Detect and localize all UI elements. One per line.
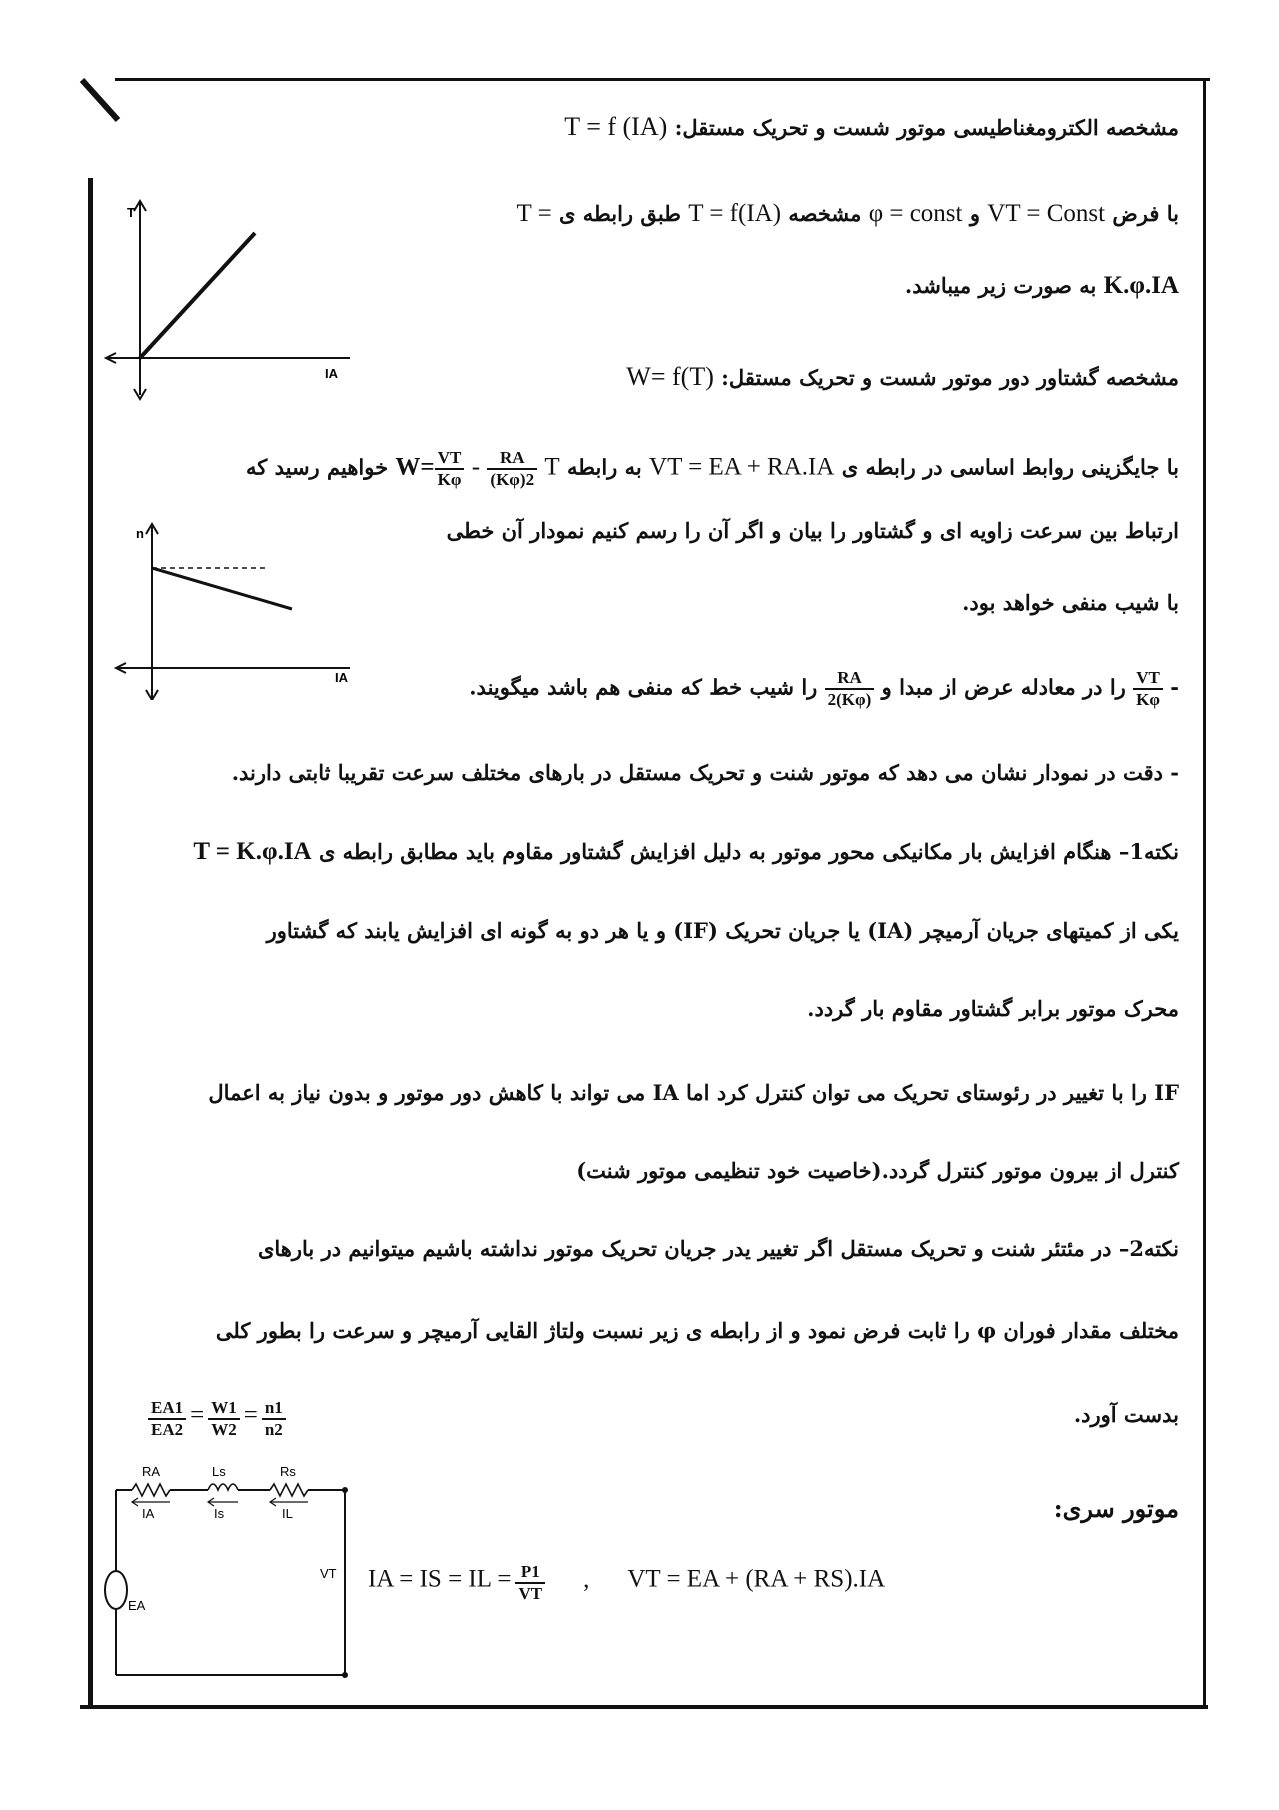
speed-current-graph [110, 520, 370, 700]
speed-line [152, 568, 292, 609]
label-ls: Ls [212, 1464, 226, 1479]
label-il: IL [282, 1506, 293, 1521]
resistor-rs [270, 1484, 308, 1496]
line-armature-current: یکی از کمیتهای جریان آرمیچر (IA) یا جریان تحریک (IF) و یا هر دو به گونه ای افزایش یابند که گشتاور [266, 918, 1179, 943]
line-obtain: بدست آورد. [1073, 1402, 1179, 1427]
heading-speed-torque: مشخصه گشتاور دور موتور شست و تحریک مستقل: W= f(T) [626, 362, 1179, 391]
page-frame-left [88, 178, 93, 1708]
line-negative-slope: با شیب منفی خواهد بود. [962, 590, 1179, 615]
y-axis-label-2: n [136, 526, 144, 541]
corner-mark [78, 78, 138, 128]
note-2: نکته2– در مئتئر شنت و تحریک مستقل اگر تغییر یدر جریان تحریک موتور نداشته باشیم میتوانیم در بارهای [257, 1236, 1179, 1261]
line-constant-speed: - دقت در نمودار نشان می دهد که موتور شنت و تحریک مستقل در بارهای مختلف سرعت تقریبا ثابتی دارند. [231, 760, 1179, 785]
label-vt: VT [320, 1566, 337, 1581]
line-intercept-slope: - $\frac{VT}{K\varphi}$ را در معادله عرض از مبدا و $\frac{RA}{(K\varphi)2}$ را شیب خط که منفی هم باشد میگویند. [469, 668, 1179, 709]
fraction-p1-vt: $\frac{P1}{VT}$ [515, 1562, 545, 1604]
torque-line [140, 233, 255, 358]
x-axis-label: IA [325, 366, 338, 381]
fraction-ra-kphi2: $\frac{RA}{(K\varphi)2}$ [487, 448, 537, 490]
x-axis-label-2: IA [335, 670, 348, 685]
inductor-ls [208, 1484, 238, 1490]
label-rs: Rs [280, 1464, 296, 1479]
page-frame-top [115, 78, 1210, 81]
line-self-regulation: کنترل از بیرون موتور کنترل گردد.(خاصیت خود تنظیمی موتور شنت) [576, 1158, 1179, 1183]
fraction-ra-kphi2-2: $\frac{RA}{(K\varphi)2}$ [825, 668, 875, 710]
y-axis-label: T [127, 205, 135, 220]
series-motor-heading: موتور سری: [1053, 1494, 1179, 1523]
page-frame-right [1203, 78, 1206, 1708]
line-field-rheostat: IF را با تغییر در رئوستای تحریک می توان کنترل کرد اما IA می تواند با کاهش دور موتور و بدون نیاز به اعمال [208, 1080, 1179, 1105]
armature-ea [105, 1571, 127, 1609]
note-1: نکته1– هنگام افزایش بار مکانیکی محور موتور به دلیل افزایش گشتاور مقاوم باید مطابق رابطه ی T = K.φ.IA [193, 838, 1179, 865]
line-load-torque: محرک موتور برابر گشتاور مقاوم بار گردد. [807, 996, 1179, 1021]
fraction-vt-kphi-2: $\frac{VT}{K\varphi}$ [1133, 668, 1163, 710]
label-is: Is [214, 1506, 225, 1521]
ratio-formula: $\frac{EA1}{EA2}$ = $\frac{W1}{W2}$ = $\frac{n1}{n2}$ [148, 1398, 286, 1440]
heading-torque-characteristic: مشخصه الکترومغناطیسی موتور شست و تحریک مستقل: T = f (IA) [564, 112, 1179, 141]
line-relation: ارتباط بین سرعت زاویه ای و گشتاور را بیان و اگر آن را رسم کنیم نمودار آن خطی [446, 518, 1179, 543]
label-ea: EA [128, 1598, 146, 1613]
page-frame-bottom [80, 1705, 1208, 1709]
series-motor-formula: IA = IS = IL = $\frac{P1}{VT}$ , VT = EA + (RA + RS).IA [368, 1562, 886, 1603]
label-ra: RA [142, 1464, 161, 1479]
resistor-ra [132, 1484, 170, 1496]
fraction-vt-kphi: $\frac{VT}{K\varphi}$ [435, 448, 465, 490]
label-ia: IA [142, 1506, 155, 1521]
line-substitution: با جایگزینی روابط اساسی در رابطه ی VT = EA + RA.IA به رابطه W= $\frac{VT}{K\varphi}$ - $\frac{RA}{(K\varphi)2}$ T خواهیم رسید که [246, 448, 1179, 489]
torque-current-graph [100, 195, 360, 405]
line-assumption: با فرض VT = Const و φ = const مشخصه T = f(IA) طبق رابطه ی T = [516, 200, 1179, 227]
series-motor-circuit [100, 1460, 360, 1688]
line-flux-constant: مختلف مقدار فوران φ را ثابت فرض نمود و از رابطه ی زیر نسبت ولتاژ القایی آرمیچر و سرعت را بطور کلی [215, 1318, 1179, 1343]
line-form: K.φ.IA به صورت زیر میباشد. [904, 272, 1179, 299]
